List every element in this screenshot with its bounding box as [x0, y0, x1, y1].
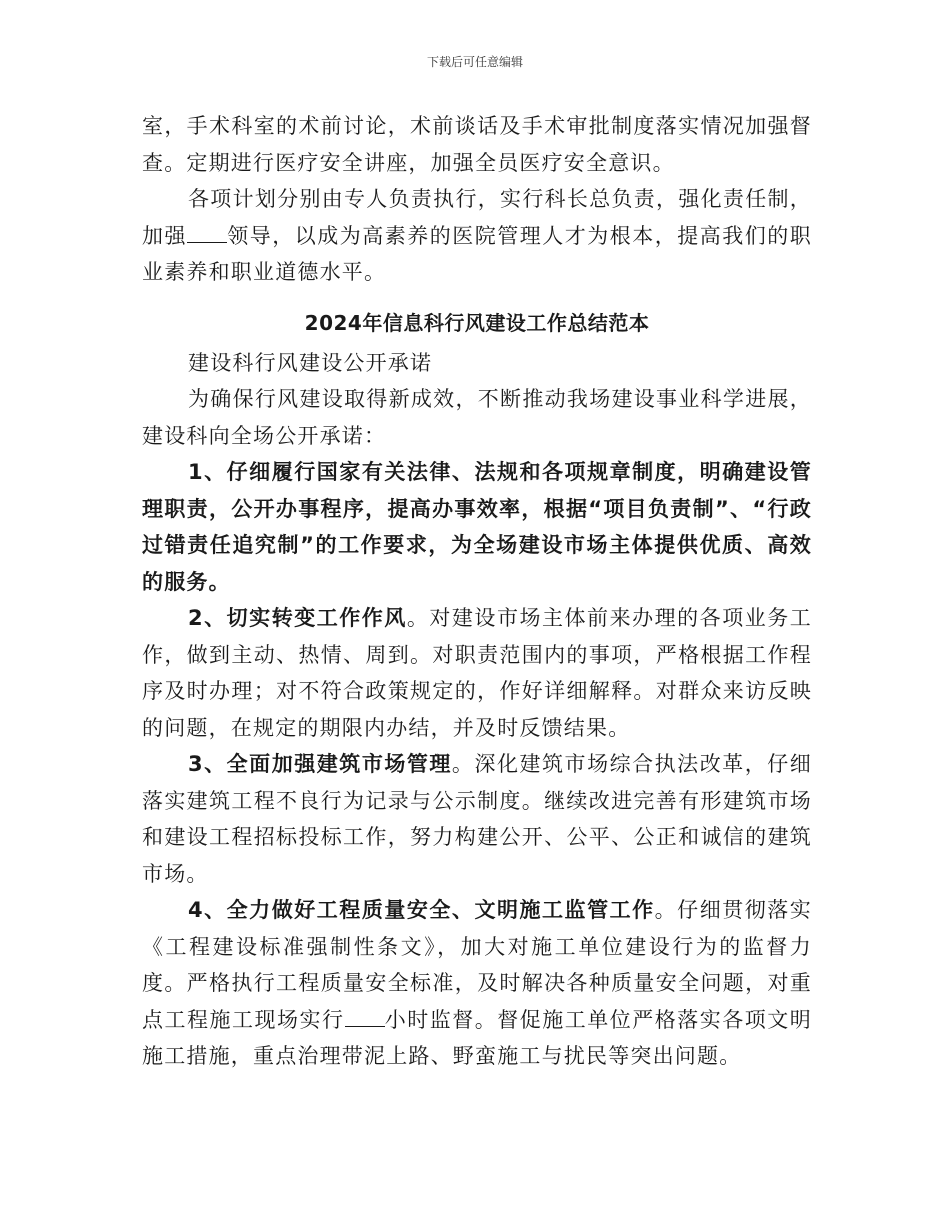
pledge-item-3-heading: 3、全面加强建筑市场管理: [188, 752, 452, 776]
fill-in-blank-hours: [345, 1008, 385, 1027]
fill-in-blank: [187, 224, 227, 243]
pledge-item-3: [142, 746, 812, 892]
paragraph-text-after-blank: 领导，以成为高素养的医院管理人才为根本，提高我们的职业素养和职业道德水平。: [142, 223, 812, 284]
pledge-item-2-heading: 2、切实转变工作作风: [188, 606, 407, 630]
paragraph-plan-responsibility: [142, 181, 812, 291]
paragraph-text-before-blank: 各项计划分别由专人负责执行，实行科长总负责，强化责任制，加强: [142, 187, 812, 248]
pledge-item-4-text-b: 小时监督。督促施工单位严格落实各项文明施工措施，重点治理带泥上路、野蛮施工与扰民等突出问题。: [142, 1007, 812, 1068]
pledge-item-4: [142, 892, 812, 1075]
pledge-item-4-heading: 4、全力做好工程质量安全、文明施工监管工作: [188, 898, 655, 922]
paragraph-continued: 室，手术科室的术前讨论，术前谈话及手术审批制度落实情况加强督查。定期进行医疗安全讲座，加强全员医疗安全意识。: [142, 114, 812, 175]
document-body: [142, 108, 812, 1075]
subtitle: 建设科行风建设公开承诺: [188, 350, 433, 375]
section-title: 2024年信息科行风建设工作总结范本: [304, 310, 650, 335]
pledge-item-2: [142, 600, 812, 746]
pledge-item-4-text-a: 。仔细贯彻落实《工程建设标准强制性条文》，加大对施工单位建设行为的监督力度。严格执行工程质量安全标准，及时解决各种质量安全问题，对重点工程施工现场实行: [142, 898, 812, 1032]
pledge-item-1: 1、仔细履行国家有关法律、法规和各项规章制度，明确建设管理职责，公开办事程序，提高办事效率，根据“项目负责制”、“行政过错责任追究制”的工作要求，为全场建设市场主体提供优质、高效的服务。: [142, 460, 812, 594]
pledge-item-3-text: 。深化建筑市场综合执法改革，仔细落实建筑工程不良行为记录与公示制度。继续改进完善有形建筑市场和建设工程招标投标工作，努力构建公开、公平、公正和诚信的建筑市场。: [142, 752, 812, 886]
pledge-item-2-text: 。对建设市场主体前来办理的各项业务工作，做到主动、热情、周到。对职责范围内的事项，严格根据工作程序及时办理；对不符合政策规定的，作好详细解释。对群众来访反映的问题，在规定的期限内办结，并及时反馈结果。: [142, 606, 812, 740]
page-header: 下载后可任意编辑: [426, 55, 523, 69]
intro-paragraph: 为确保行风建设取得新成效，不断推动我场建设事业科学进展，建设科向全场公开承诺：: [142, 387, 812, 448]
